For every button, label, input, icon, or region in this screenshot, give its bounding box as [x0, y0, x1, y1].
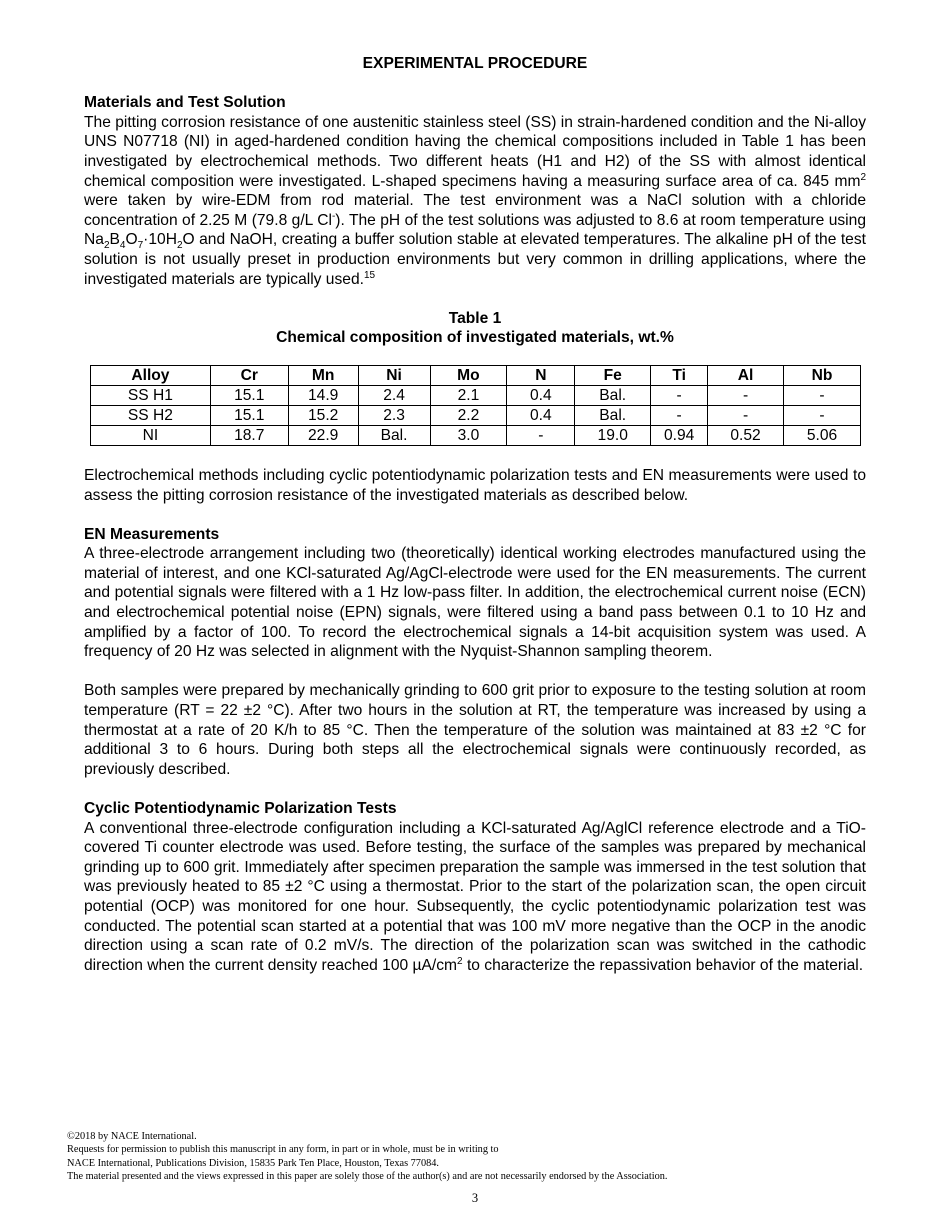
column-header: Mn — [288, 365, 358, 385]
table-cell: 0.94 — [651, 425, 708, 445]
table-cell: - — [783, 405, 860, 425]
methods-intro-paragraph: Electrochemical methods including cyclic potentiodynamic polarization tests and EN measurements were used to assess the pitting corrosion resistance of the investigated materials as described below. — [84, 466, 866, 504]
cpp-heading: Cyclic Potentiodynamic Polarization Tests — [84, 800, 397, 817]
footer-permissions: Requests for permission to publish this manuscript in any form, in part or in whole, must be in writing to — [67, 1144, 499, 1156]
column-header: Ni — [358, 365, 430, 385]
table-row — [91, 425, 861, 445]
table-cell: 0.4 — [507, 385, 575, 405]
table-cell: 2.1 — [430, 385, 507, 405]
column-header: Ti — [651, 365, 708, 385]
column-header: N — [507, 365, 575, 385]
table-cell: - — [507, 425, 575, 445]
table-cell: - — [651, 385, 708, 405]
materials-paragraph: The pitting corrosion resistance of one austenitic stainless steel (SS) in strain-hardened condition and the Ni-alloy UNS N07718 (NI) in aged-hardened condition having the chemical compositions included in Table 1 has been investigated by electrochemical methods. Two different heats (H1 and H2) of the SS with almost identical chemical composition were investigated. L-shaped specimens having a measuring surface area of ca. 845 $mm^2$ were taken by wire-EDM from rod material. The test environment was a NaCl solution with a chloride concentration of 2.25 M (79.8 g/L Cl-). The pH of the test solutions was adjusted to 8.6 at room temperature using $Na_2B_4O_7\cdot 10H_2O$ and NaOH, creating a buffer solution stable at elevated temperatures. The alkaline pH of the test solution is not usually preset in production environments but very common in drilling applications, where the investigated materials are typically used.$^{15}$ — [84, 113, 866, 288]
column-header: Alloy — [91, 365, 211, 385]
table-cell: 2.2 — [430, 405, 507, 425]
page-number: 3 — [471, 1191, 479, 1205]
table-cell: 18.7 — [210, 425, 288, 445]
table-cell: - — [651, 405, 708, 425]
table-cell: 19.0 — [575, 425, 651, 445]
table-label: Table 1 — [448, 309, 502, 327]
paper-page — [84, 54, 866, 975]
table-header-row — [91, 365, 861, 385]
table-cell: Bal. — [358, 425, 430, 445]
table-cell: SS H2 — [91, 405, 211, 425]
column-header: Fe — [575, 365, 651, 385]
composition-table — [90, 365, 861, 446]
table-cell: 2.3 — [358, 405, 430, 425]
column-header: Al — [708, 365, 784, 385]
column-header: Mo — [430, 365, 507, 385]
table-cell: 2.4 — [358, 385, 430, 405]
cpp-paragraph: A conventional three-electrode configuration including a KCl-saturated Ag/AglCl reference electrode and a TiO-covered Ti counter electrode was used. Before testing, the surface of the samples was prepared by mechanical grinding up to 600 grit. Immediately after specimen preparation the sample was immersed in the test solution that was previously heated to 85 ±2 °C using a thermostat. Prior to the start of the polarization scan, the open circuit potential (OCP) was monitored for one hour. Subsequently, the cyclic potentiodynamic polarization test was conducted. The potential scan started at a potential that was 100 mV more negative than the OCP in the anodic direction using a scan rate of 0.2 mV/s. The direction of the polarization scan was switched in the cathodic direction when the current density reached 100 $\mu A/cm^2$ to characterize the repassivation behavior of the material. — [84, 819, 866, 974]
en-paragraph-2: Both samples were prepared by mechanically grinding to 600 grit prior to exposure to the testing solution at room temperature (RT = 22 ±2 °C). After two hours in the solution at RT, the temperature was increased by using a thermostat at a rate of 20 K/h to 85 °C. Then the temperature of the solution was maintained at 83 ±2 °C for additional 3 to 6 hours. During both steps all the electrochemical signals were continuously recorded, as previously described. — [84, 682, 866, 778]
table-cell: Bal. — [575, 385, 651, 405]
column-header: Cr — [210, 365, 288, 385]
table-cell: Bal. — [575, 405, 651, 425]
table-caption: Chemical composition of investigated materials, wt.% — [276, 329, 674, 347]
table-cell: 5.06 — [783, 425, 860, 445]
table-row — [91, 385, 861, 405]
table-cell: - — [708, 385, 784, 405]
table-cell: - — [708, 405, 784, 425]
footer-address: NACE International, Publications Division, 15835 Park Ten Place, Houston, Texas 77084. — [67, 1157, 439, 1169]
table-cell: - — [783, 385, 860, 405]
footer-copyright: ©2018 by NACE International. — [67, 1131, 197, 1142]
footer-disclaimer: The material presented and the views expressed in this paper are solely those of the author(s) and are not necessarily endorsed by the Association. — [67, 1170, 668, 1182]
table-cell: 15.1 — [210, 405, 288, 425]
column-header: Nb — [783, 365, 860, 385]
table-cell: 22.9 — [288, 425, 358, 445]
page-footer — [67, 1130, 887, 1183]
materials-heading: Materials and Test Solution — [84, 94, 286, 112]
table-cell: 0.4 — [507, 405, 575, 425]
table-cell: 14.9 — [288, 385, 358, 405]
section-title: EXPERIMENTAL PROCEDURE — [362, 55, 588, 72]
table-cell: SS H1 — [91, 385, 211, 405]
en-heading: EN Measurements — [84, 525, 220, 543]
table-cell: 15.2 — [288, 405, 358, 425]
table-cell: 15.1 — [210, 385, 288, 405]
en-paragraph-1: A three-electrode arrangement including two (theoretically) identical working electrodes manufactured using the material of interest, and one KCl-saturated Ag/AgCl-electrode were used for the EN measurements. The current and potential signals were filtered with a 1 Hz low-pass filter. In addition, the electrochemical current noise (ECN) and electrochemical potential noise (EPN) signals, were filtered using a band pass between 0.1 to 10 Hz and amplified by a factor of 100. To record the electrochemical signals a 14-bit acquisition system was used. A frequency of 20 Hz was selected in alignment with the Nyquist-Shannon sampling theorem. — [84, 545, 866, 661]
table-cell: 0.52 — [708, 425, 784, 445]
table-cell: 3.0 — [430, 425, 507, 445]
table-cell: NI — [91, 425, 211, 445]
table-row — [91, 405, 861, 425]
